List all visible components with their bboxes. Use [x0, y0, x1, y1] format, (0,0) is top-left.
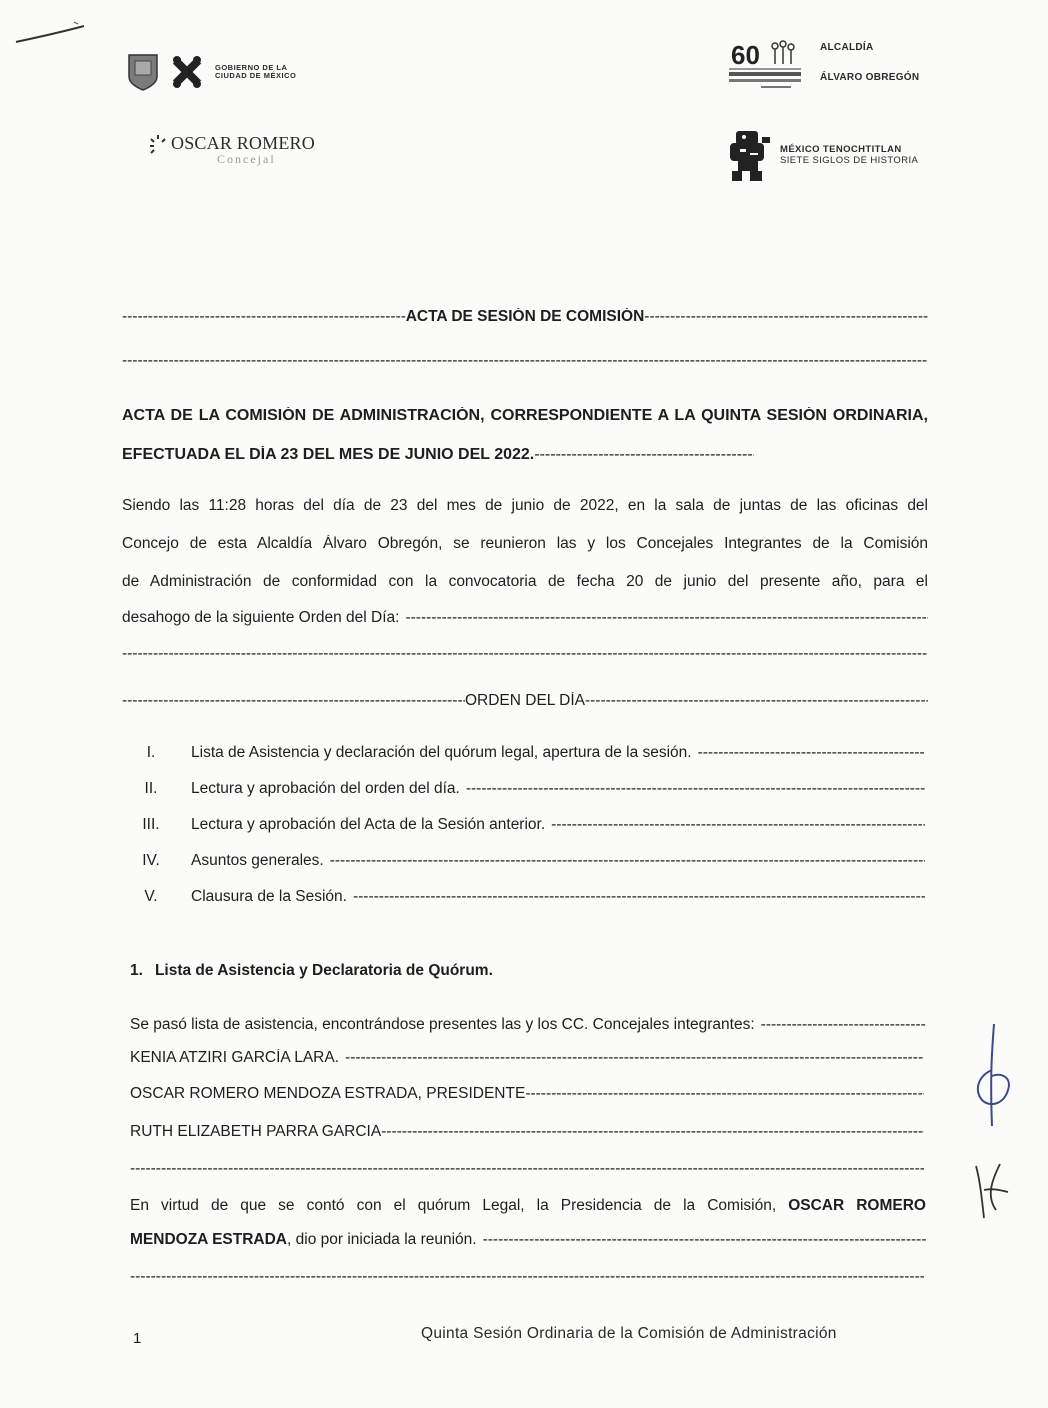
section-1-heading: [130, 962, 928, 980]
oscar-romero-logo: [148, 133, 315, 167]
intro-paragraph-line-3: de Administración de conformidad con la convocatoria de fecha 20 de junio del presente año, para el: [122, 573, 928, 590]
page-number: 1: [133, 1330, 142, 1347]
cdmx-emblem-icon: [167, 52, 207, 92]
separator-line: [122, 645, 928, 663]
attendee-row: RUTH ELIZABETH PARRA GARCIA -----: [130, 1123, 924, 1141]
running-footer-title: Quinta Sesión Ordinaria de la Comisión de Administración: [421, 1325, 837, 1342]
attendee-row: OSCAR ROMERO MENDOZA ESTRADA, PRESIDENTE -----: [130, 1085, 924, 1103]
heading-line: [122, 308, 928, 326]
mexico-title: MÉXICO TENOCHTITLAN: [780, 144, 902, 155]
quorum-line-1: En virtud de que se contó con el quórum Legal, la Presidencia de la Comisión, OSCAR ROMERO: [130, 1197, 926, 1214]
handwritten-mark: [14, 20, 88, 46]
mexico-subtitle: SIETE SIGLOS DE HISTORIA: [780, 155, 919, 166]
intro-title-line-2: EFECTUADA EL DÍA 23 DEL MES DE JUNIO DEL 2022. -----: [122, 446, 928, 464]
orden-item: Asuntos generales. -----: [191, 852, 925, 870]
intro-paragraph-line-1: Siendo las 11:28 horas del día de 23 del mes de junio de 2022, en la sala de juntas de las oficinas del: [122, 497, 928, 514]
mexico-tenochtitlan-text: [780, 144, 918, 166]
sunburst-icon: [148, 133, 168, 157]
orden-item: Lectura y aprobación del Acta de la Sesión anterior. -----: [191, 816, 925, 834]
section-number: 1.: [130, 962, 143, 979]
government-text: GOBIERNO DE LA CIUDAD DE MÉXICO: [215, 63, 297, 80]
signature-mark: [968, 1020, 1016, 1130]
orden-item: Lista de Asistencia y declaración del quórum legal, apertura de la sesión. -----: [191, 744, 925, 762]
intro-paragraph-line-2: Concejo de esta Alcaldía Álvaro Obregón, se reunieron las y los Concejales Integrantes de la Comisión: [122, 535, 928, 552]
oscar-name: OSCAR ROMERO: [171, 133, 315, 153]
intro-title-line-1: ACTA DE LA COMISIÓN DE ADMINISTRACIÓN, CORRESPONDIENTE A LA QUINTA SESIÓN ORDINARIA,: [122, 407, 928, 424]
intro-paragraph-line-4: desahogo de la siguiente Orden del Día: -----: [122, 609, 928, 627]
orden-item-number: III.: [142, 816, 160, 833]
section-title: Lista de Asistencia y Declaratoria de Quórum.: [154, 962, 493, 979]
attendance-intro: Se pasó lista de asistencia, encontrándose presentes las y los CC. Concejales integrantes: -----: [130, 1016, 926, 1034]
signature-mark: [966, 1160, 1012, 1222]
alcaldia-name: ÁLVARO OBREGÓN: [820, 72, 920, 83]
cdmx-logo-group: [127, 52, 296, 92]
oscar-role: Concejal: [217, 152, 276, 166]
alcaldia-label: ALCALDÍA: [820, 42, 874, 53]
document-heading: ACTA DE SESIÓN DE COMISIÓN: [405, 308, 645, 325]
quorum-line-2: MENDOZA ESTRADA , dio por iniciada la reunión. -----: [130, 1231, 926, 1249]
orden-item-number: V.: [144, 888, 158, 905]
orden-item-number: II.: [144, 780, 158, 797]
orden-heading: ORDEN DEL DÍA: [464, 692, 585, 709]
separator-line: [130, 1160, 924, 1178]
separator-line: [130, 1268, 924, 1286]
orden-heading-line: [122, 692, 928, 710]
orden-item-number: IV.: [142, 852, 160, 869]
separator-line: [122, 352, 928, 370]
alcaldia-logo-icon: [727, 38, 803, 94]
orden-item: Clausura de la Sesión. -----: [191, 888, 925, 906]
attendee-row: KENIA ATZIRI GARCÍA LARA. -----: [130, 1049, 924, 1067]
orden-item-number: I.: [146, 744, 156, 761]
aztec-glyph-icon: [726, 127, 774, 185]
svg-text:60: 60: [731, 40, 760, 70]
orden-item: Lectura y aprobación del orden del día. -----: [191, 780, 925, 798]
coat-of-arms-icon: [127, 53, 159, 91]
